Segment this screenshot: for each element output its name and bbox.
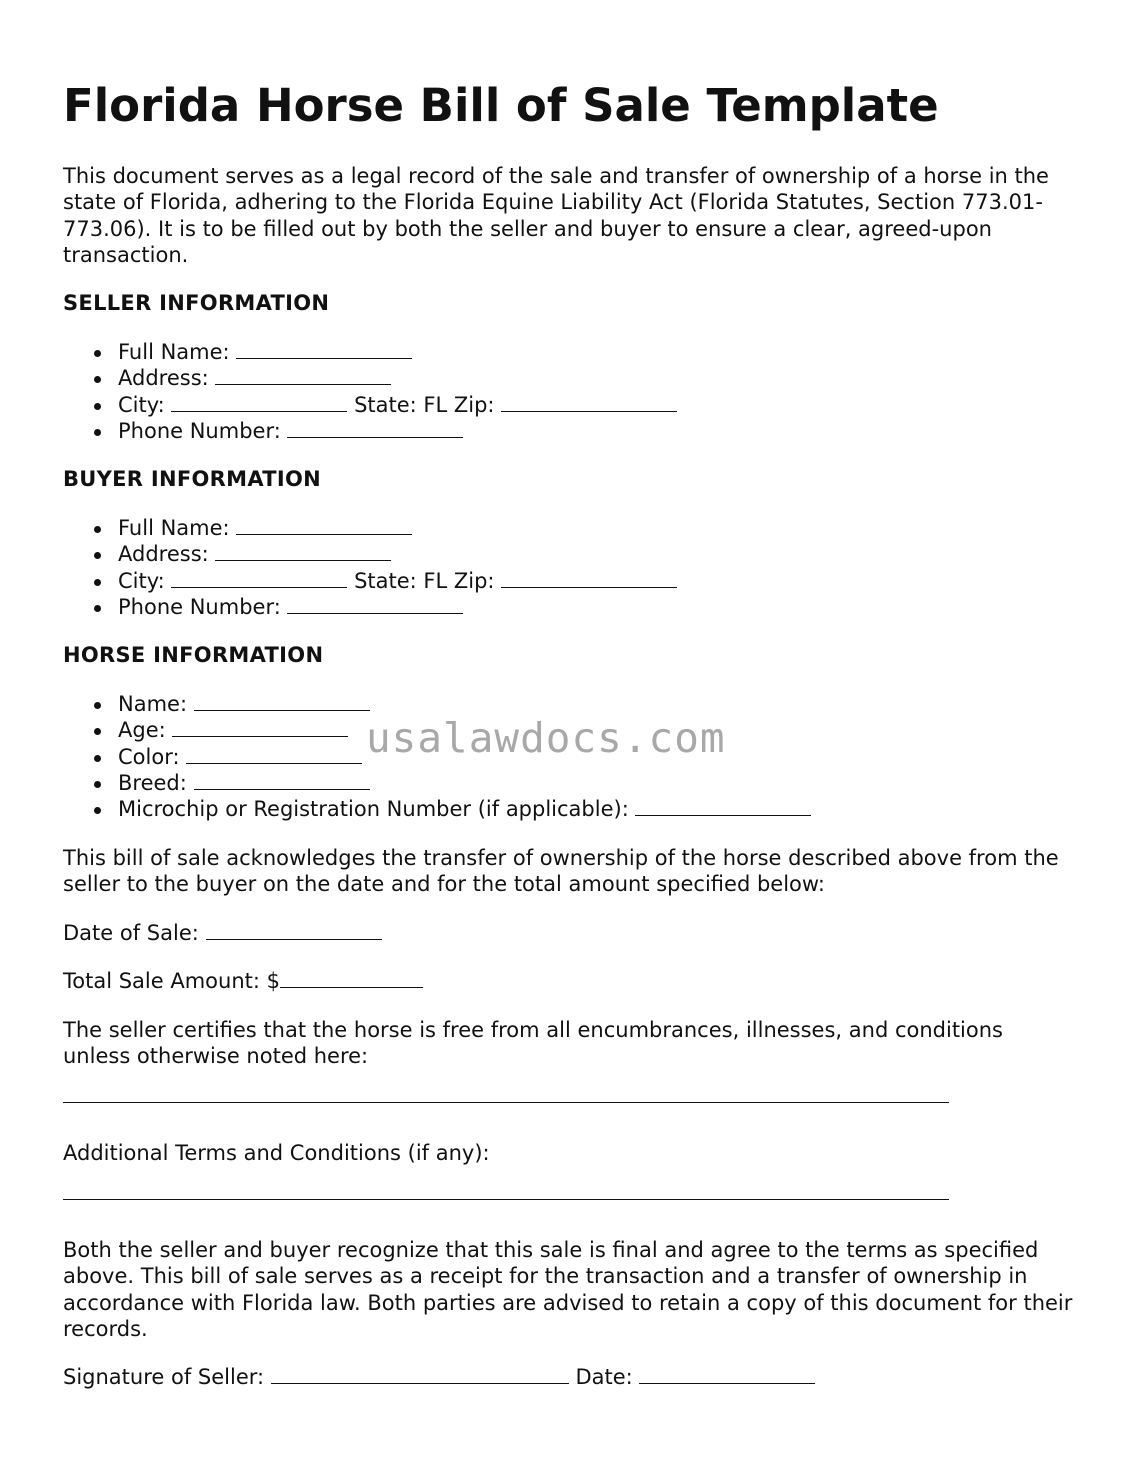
horse-breed-field[interactable]	[63, 770, 811, 796]
horse-color-label: Color:	[118, 744, 180, 769]
seller-address-label: Address:	[118, 366, 209, 391]
buyer-city-state-zip-field[interactable]	[63, 568, 677, 594]
seller-fields	[63, 339, 677, 444]
horse-name-label: Name:	[118, 692, 188, 716]
seller-state-zip-label: State: FL Zip:	[354, 392, 495, 417]
buyer-zip-blank[interactable]	[501, 569, 677, 588]
seller-city-blank[interactable]	[171, 393, 347, 412]
horse-microchip-blank[interactable]	[635, 797, 811, 816]
total-sale-amount-label: Total Sale Amount: $	[63, 969, 280, 993]
seller-signature-date-label: Date:	[575, 1365, 633, 1389]
seller-heading: SELLER INFORMATION	[63, 291, 330, 315]
date-of-sale-label: Date of Sale:	[63, 921, 199, 945]
seller-phone-field[interactable]	[63, 418, 677, 444]
buyer-address-blank[interactable]	[215, 542, 391, 561]
additional-terms-blank[interactable]	[63, 1199, 949, 1200]
seller-zip-blank[interactable]	[501, 393, 677, 412]
seller-phone-blank[interactable]	[287, 419, 463, 438]
horse-breed-blank[interactable]	[194, 771, 370, 790]
horse-age-label: Age:	[118, 718, 166, 743]
intro-paragraph: This document serves as a legal record of the sale and transfer of ownership of a horse in the state of Florida, adhering to the Florida Equine Liability Act (Florida Statutes, Section 773.01-773.06). It is to be filled out by both the seller and buyer to ensure a clear, agreed-upon transaction.	[63, 164, 1049, 267]
horse-microchip-label: Microchip or Registration Number (if applicable):	[118, 797, 629, 822]
horse-age-blank[interactable]	[172, 718, 348, 737]
acknowledgement-paragraph: This bill of sale acknowledges the transfer of ownership of the horse described above from the seller to the buyer on the date and for the total amount specified below:	[63, 846, 1059, 897]
buyer-address-label: Address:	[118, 542, 209, 567]
watermark: usalawdocs.com	[366, 714, 726, 762]
document-title: Florida Horse Bill of Sale Template	[63, 79, 939, 132]
horse-microchip-field[interactable]	[63, 796, 811, 822]
seller-phone-label: Phone Number:	[118, 418, 281, 443]
date-of-sale-blank[interactable]	[206, 921, 382, 940]
seller-full-name-label: Full Name:	[118, 340, 230, 364]
buyer-address-field[interactable]	[63, 541, 677, 567]
buyer-phone-field[interactable]	[63, 594, 677, 620]
seller-signature-label: Signature of Seller:	[63, 1365, 265, 1389]
horse-heading: HORSE INFORMATION	[63, 643, 324, 667]
seller-address-blank[interactable]	[215, 366, 391, 385]
certification-paragraph: The seller certifies that the horse is free from all encumbrances, illnesses, and conditions unless otherwise noted here:	[63, 1018, 1003, 1069]
seller-full-name-field[interactable]	[63, 339, 677, 365]
buyer-fields	[63, 515, 677, 620]
seller-address-field[interactable]	[63, 365, 677, 391]
additional-terms-label: Additional Terms and Conditions (if any):	[63, 1141, 490, 1165]
buyer-city-blank[interactable]	[171, 569, 347, 588]
horse-color-blank[interactable]	[186, 745, 362, 764]
final-statement-paragraph: Both the seller and buyer recognize that this sale is final and agree to the terms as specified above. This bill of sale serves as a receipt for the transaction and a transfer of ownership in accordance with Florida law. Both parties are advised to retain a copy of this document for their records.	[63, 1238, 1073, 1341]
seller-full-name-blank[interactable]	[236, 340, 412, 359]
buyer-full-name-label: Full Name:	[118, 516, 230, 540]
buyer-city-label: City:	[118, 568, 165, 593]
buyer-state-zip-label: State: FL Zip:	[354, 568, 495, 593]
buyer-full-name-blank[interactable]	[236, 516, 412, 535]
buyer-phone-label: Phone Number:	[118, 594, 281, 619]
buyer-full-name-field[interactable]	[63, 515, 677, 541]
total-sale-amount-blank[interactable]	[280, 969, 423, 988]
horse-name-blank[interactable]	[194, 692, 370, 711]
seller-city-state-zip-field[interactable]	[63, 392, 677, 418]
encumbrances-notes-blank[interactable]	[63, 1102, 949, 1103]
seller-city-label: City:	[118, 392, 165, 417]
total-sale-amount-field[interactable]	[63, 968, 423, 994]
buyer-phone-blank[interactable]	[287, 595, 463, 614]
date-of-sale-field[interactable]	[63, 920, 382, 946]
seller-signature-field[interactable]	[63, 1364, 815, 1390]
horse-breed-label: Breed:	[118, 770, 187, 795]
seller-signature-blank[interactable]	[271, 1365, 569, 1384]
seller-signature-date-blank[interactable]	[639, 1365, 815, 1384]
buyer-heading: BUYER INFORMATION	[63, 467, 322, 491]
